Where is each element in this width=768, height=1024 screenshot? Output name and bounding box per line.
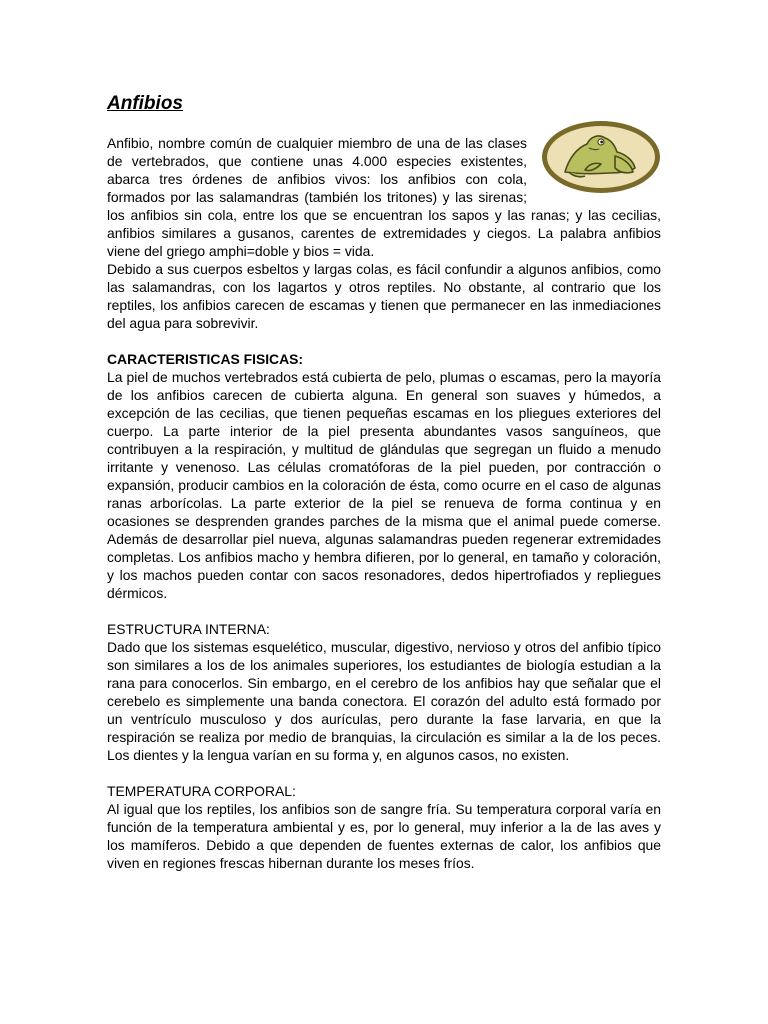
frog-emblem-icon bbox=[539, 118, 663, 196]
section-body-caracteristicas: La piel de muchos vertebrados está cubierta de pelo, plumas o escamas, pero la mayoría de los anfibios carecen de cubierta alguna. En general son suaves y húmedos, a excepción de las cecilias, que tienen pequeñas escamas en los pliegues exteriores del cuerpo. La parte interior de la piel presenta abundantes vasos sanguíneos, que contribuyen a la respiración, y multitud de glándulas que segregan un fluido a menudo irritante y venenoso. Las células cromatóforas de la piel pueden, por contracción o expansión, producir cambios en la coloración de ésta, como ocurre en el caso de algunas ranas arborícolas. La parte exterior de la piel se renueva de forma continua y en ocasiones se desprenden grandes parches de la misma que el animal puede comerse. Además de desarrollar piel nueva, algunas salamandras pueden regenerar extremidades completas. Los anfibios macho y hembra difieren, por lo general, en tamaño y coloración, y los machos pueden contar con sacos resonadores, dedos hipertrofiados y repliegues dérmicos. bbox=[107, 369, 661, 601]
intro-paragraph-2: Debido a sus cuerpos esbeltos y largas colas, es fácil confundir a algunos anfibios, como las salamandras, con los lagartos y otros reptiles. No obstante, al contrario que los reptiles, los anfibios carecen de escamas y tienen que permanecer en las inmediaciones del agua para sobrevivir. bbox=[107, 261, 661, 331]
section-body-estructura: Dado que los sistemas esquelético, muscular, digestivo, nervioso y otros del anfibio típico son similares a los de los animales superiores, los estudiantes de biología estudian a la rana para conocerlos. Sin embargo, en el cerebro de los anfibios hay que señalar que el cerebelo es simplemente una banda conectora. El corazón del adulto está formado por un ventrículo musculoso y dos aurículas, pero durante la fase larvaria, en que la respiración se realiza por medio de branquias, la circulación es similar a la de los peces. Los dientes y la lengua varían en su forma y, en algunos casos, no existen. bbox=[107, 639, 661, 763]
document-body bbox=[107, 92, 661, 872]
section-body-temperatura: Al igual que los reptiles, los anfibios son de sangre fría. Su temperatura corporal varía en función de la temperatura ambiental y es, por lo general, muy inferior a la de las aves y los mamíferos. Debido a que dependen de fuentes externas de calor, los anfibios que viven en regiones frescas hibernan durante los meses fríos. bbox=[107, 801, 661, 871]
section-heading-caracteristicas: CARACTERISTICAS FISICAS: bbox=[107, 351, 304, 367]
section-heading-estructura: ESTRUCTURA INTERNA: bbox=[107, 621, 270, 637]
section-heading-temperatura: TEMPERATURA CORPORAL: bbox=[107, 783, 296, 799]
intro-paragraph-1: Anfibio, nombre común de cualquier miembro de una de las clases de vertebrados, que contiene unas 4.000 especies existentes, abarca tres órdenes de anfibios vivos: los anfibios con cola, formados por las salamandras (también los tritones) y las sirenas; los anfibios sin cola, entre los que se encuentran los sapos y las ranas; y las cecilias, anfibios similares a gusanos, carentes de extremidades y ciegos. La palabra anfibios viene del griego amphi=doble y bios = vida. bbox=[107, 135, 661, 259]
page-title: Anfibios bbox=[107, 93, 183, 114]
